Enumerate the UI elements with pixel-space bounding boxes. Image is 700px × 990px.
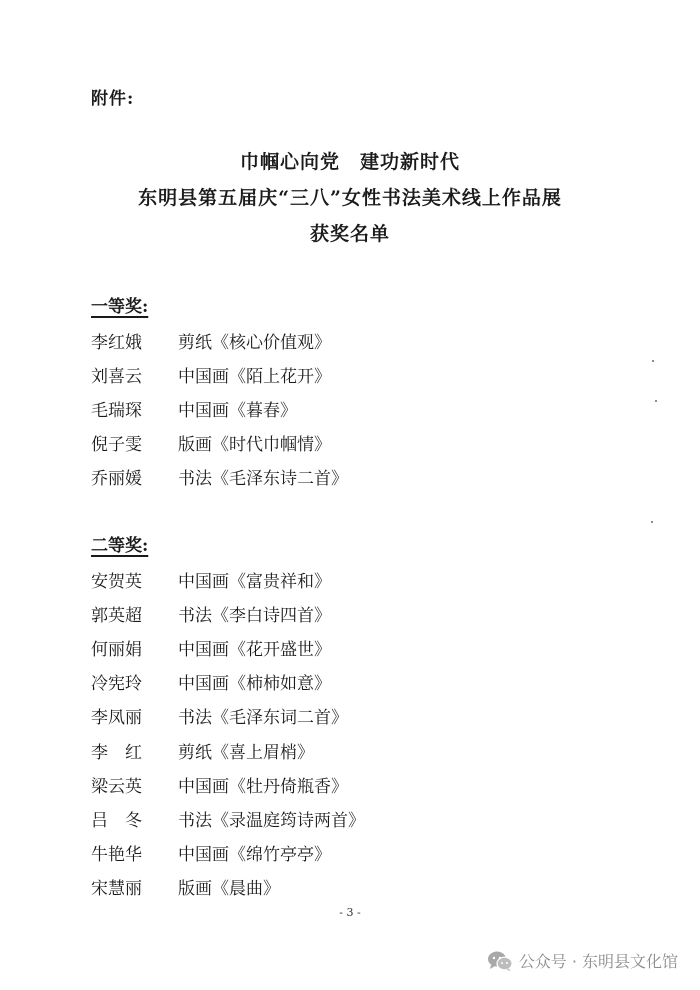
first-prize-section bbox=[91, 292, 348, 496]
winner-name: 宋慧丽 bbox=[91, 878, 142, 899]
work-title: 剪纸《喜上眉梢》 bbox=[178, 742, 314, 763]
watermark-text: 公众号 · 东明县文化馆 bbox=[518, 952, 678, 971]
title-block bbox=[0, 146, 700, 254]
scan-speck bbox=[655, 400, 657, 402]
title-line-1 bbox=[0, 146, 700, 182]
page-number: - 3 - bbox=[339, 906, 361, 919]
list-item bbox=[91, 360, 348, 394]
list-item bbox=[91, 633, 365, 667]
list-item bbox=[91, 428, 348, 462]
work-title: 剪纸《核心价值观》 bbox=[178, 333, 331, 354]
winner-name: 李 红 bbox=[91, 742, 142, 763]
scan-speck bbox=[651, 521, 653, 523]
scan-speck bbox=[652, 360, 654, 362]
work-title: 中国画《暮春》 bbox=[178, 401, 297, 422]
list-item bbox=[91, 735, 365, 769]
winner-name: 梁云英 bbox=[91, 776, 142, 797]
work-title: 版画《时代巾帼情》 bbox=[178, 435, 331, 456]
title-slogan-1: 巾帼心向党 bbox=[239, 151, 340, 173]
winner-name: 李红娥 bbox=[91, 333, 142, 354]
title-line-2: 东明县第五届庆“三八”女性书法美术线上作品展 bbox=[138, 187, 562, 209]
list-item bbox=[91, 804, 365, 838]
second-prize-heading: 二等奖: bbox=[91, 536, 149, 556]
winner-name: 安贺英 bbox=[91, 572, 142, 593]
work-title: 中国画《花开盛世》 bbox=[178, 640, 331, 661]
title-slogan-2: 建功新时代 bbox=[360, 151, 461, 173]
work-title: 书法《毛泽东诗二首》 bbox=[178, 469, 348, 490]
winner-name: 郭英超 bbox=[91, 606, 142, 627]
first-prize-heading: 一等奖: bbox=[91, 297, 149, 317]
work-title: 版画《晨曲》 bbox=[178, 878, 280, 899]
list-item bbox=[91, 326, 348, 360]
work-title: 书法《李白诗四首》 bbox=[178, 606, 331, 627]
work-title: 书法《录温庭筠诗两首》 bbox=[178, 810, 365, 831]
list-item bbox=[91, 667, 365, 701]
title-line-3: 获奖名单 bbox=[309, 223, 390, 245]
attachment-label: 附件: bbox=[91, 89, 135, 109]
watermark bbox=[487, 949, 678, 972]
list-item bbox=[91, 394, 348, 428]
wechat-icon bbox=[487, 950, 513, 972]
winner-name: 乔丽媛 bbox=[91, 469, 142, 490]
list-item bbox=[91, 701, 365, 735]
list-item bbox=[91, 838, 365, 872]
work-title: 中国画《绵竹亭亭》 bbox=[178, 844, 331, 865]
winner-name: 何丽娟 bbox=[91, 640, 142, 661]
winner-name: 毛瑞琛 bbox=[91, 401, 142, 422]
list-item bbox=[91, 770, 365, 804]
winner-name: 李凤丽 bbox=[91, 708, 142, 729]
work-title: 书法《毛泽东词二首》 bbox=[178, 708, 348, 729]
work-title: 中国画《富贵祥和》 bbox=[178, 572, 331, 593]
work-title: 中国画《陌上花开》 bbox=[178, 367, 331, 388]
winner-name: 刘喜云 bbox=[91, 367, 142, 388]
list-item bbox=[91, 599, 365, 633]
winner-name: 冷宪玲 bbox=[91, 674, 142, 695]
winner-name: 牛艳华 bbox=[91, 844, 142, 865]
second-prize-section bbox=[91, 531, 365, 906]
list-item bbox=[91, 872, 365, 906]
winner-name: 吕 冬 bbox=[91, 810, 142, 831]
work-title: 中国画《柿柿如意》 bbox=[178, 674, 331, 695]
work-title: 中国画《牡丹倚瓶香》 bbox=[178, 776, 348, 797]
list-item bbox=[91, 565, 365, 599]
list-item bbox=[91, 462, 348, 496]
winner-name: 倪子雯 bbox=[91, 435, 142, 456]
